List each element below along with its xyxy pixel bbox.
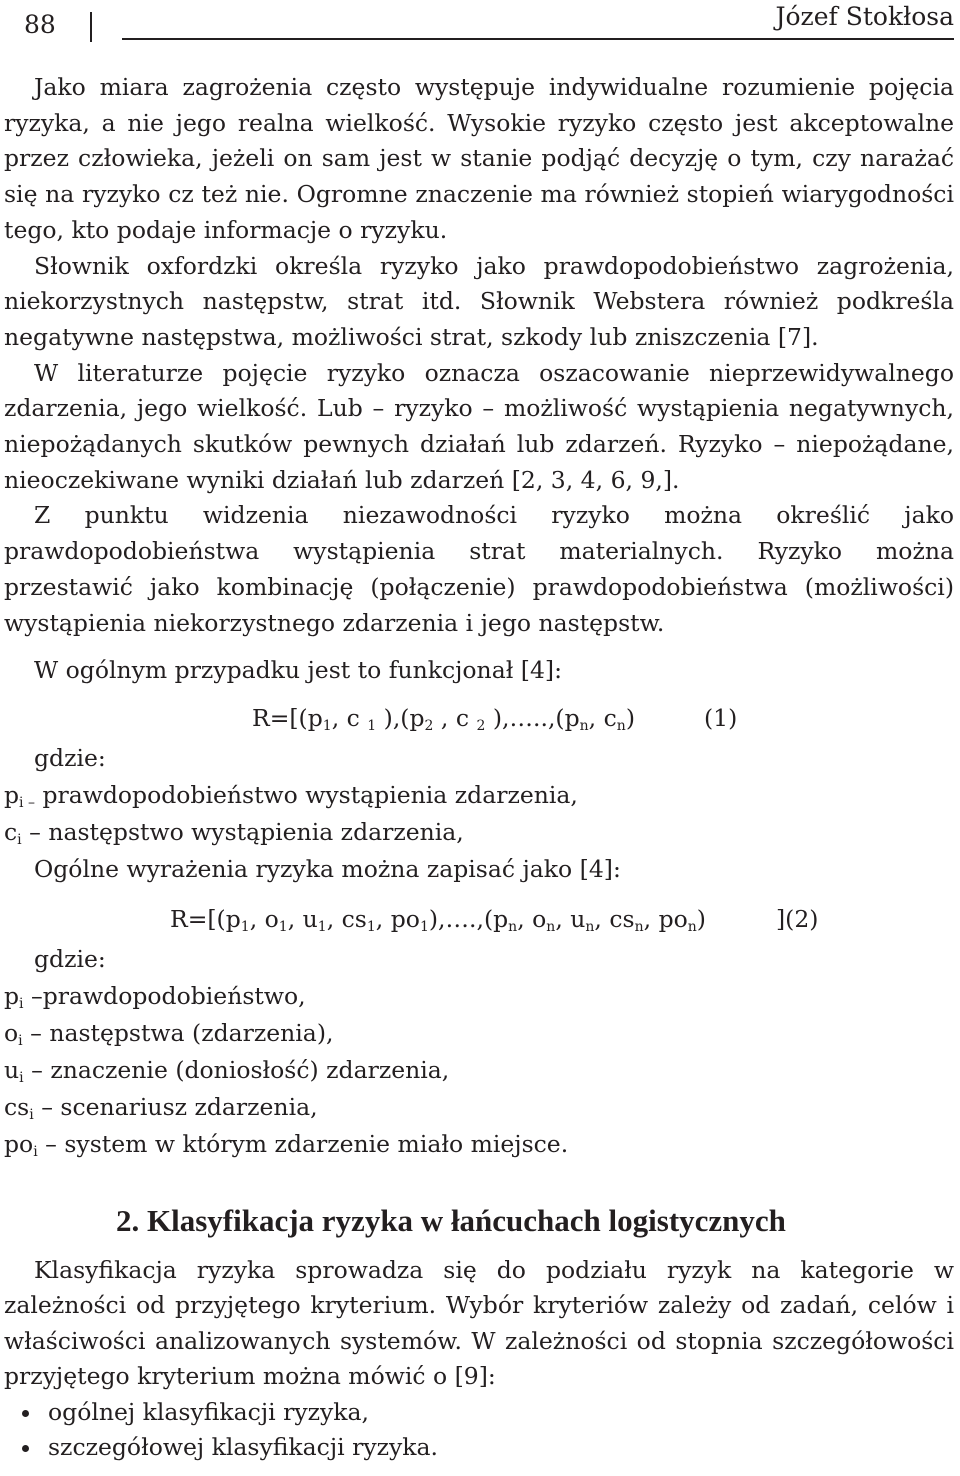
- paragraph: W literaturze pojęcie ryzyko oznacza oszacowanie nieprzewidywalnego zdarzenia, jego wielkość. Lub – ryzyko – możliwość wystąpienia negatywnych, niepożądanych skutków pewnych działań lub zdarzeń. Ryzyko – niepożądane, nieoczekiwane wyniki działań lub zdarzeń [2, 3, 4, 6, 9,].: [4, 358, 954, 494]
- running-head-author: Józef Stokłosa: [775, 2, 954, 31]
- definition-item: $cs_i$ – scenariusz zdarzenia,: [4, 1092, 318, 1123]
- paragraph: Słownik oxfordzki określa ryzyko jako prawdopodobieństwo zagrożenia, niekorzystnych następstw, strat itd. Słownik Webstera również podkreśla negatywne następstwa, możliwości strat, szkody lub zniszczenia [7].: [4, 251, 954, 351]
- formula-2-intro: Ogólne wyrażenia ryzyka można zapisać jako [4]:: [34, 854, 621, 883]
- definition-item: $o_i$ – następstwa (zdarzenia),: [4, 1018, 334, 1049]
- definition-item: $po_i$ – system w którym zdarzenie miało miejsce.: [4, 1129, 569, 1160]
- formula-1: [4, 697, 954, 739]
- definition-item: $c_i$ – następstwo wystąpienia zdarzenia,: [4, 817, 464, 848]
- paragraph: Z punktu widzenia niezawodności ryzyko można określić jako prawdopodobieństwa wystąpienia strat materialnych. Ryzyko można przestawić jako kombinację (połączenie) prawdopodobieństwa (możliwości) wystąpienia niekorzystnego zdarzenia i jego następstw.: [4, 501, 954, 637]
- header-divider: [90, 12, 92, 42]
- formula-1-expression: $R=[(p_1$, c $_1$ )$,(p_2$ , c $_2$ )$,\dots..,(p_n$, $c_n$): [252, 703, 635, 734]
- section-heading: 2. Klasyfikacja ryzyka w łańcuchach logistycznych: [116, 1202, 786, 1238]
- definition-item: $p_i$ –prawdopodobieństwo,: [4, 981, 306, 1012]
- bullet-list: [4, 1395, 954, 1466]
- formula-1-intro: W ogólnym przypadku jest to funkcjonał [4]:: [34, 656, 562, 685]
- bullet-item: szczegółowej klasyfikacji ryzyka.: [4, 1430, 954, 1466]
- formula-1-definitions: [4, 777, 954, 888]
- paragraph: Klasyfikacja ryzyka sprowadza się do podziału ryzyk na kategorie w zależności od przyjętego kryterium. Wybór kryteriów zależy od zadań, celów i właściwości analizowanych systemów. W zależności od stopnia szczegółowości przyjętego kryterium można mówić o [9]:: [4, 1255, 954, 1391]
- bullet-item: ogólnej klasyfikacji ryzyka,: [4, 1395, 954, 1431]
- where-label: gdzie:: [34, 743, 106, 772]
- header-rule: [122, 38, 954, 40]
- formula-2: [4, 898, 954, 940]
- formula-1-number: (1): [704, 703, 738, 732]
- paragraph: Jako miara zagrożenia często występuje indywidualne rozumienie pojęcia ryzyka, a nie jego realna wielkość. Wysokie ryzyko często jest akceptowalne przez człowieka, jeżeli on sam jest w stanie podjąć decyzję o tym, czy narażać się na ryzyko cz też nie. Ogromne znaczenie ma również stopień wiarygodności tego, kto podaje informacje o ryzyku.: [4, 73, 954, 244]
- where-label: gdzie:: [34, 944, 106, 973]
- definition-item: $u_i$ – znaczenie (doniosłość) zdarzenia,: [4, 1055, 450, 1086]
- page-number: 88: [24, 10, 56, 39]
- formula-2-number: ](2): [776, 904, 819, 933]
- page-body: [4, 70, 954, 1466]
- definition-item: $p_{i -}$ prawdopodobieństwo wystąpienia zdarzenia,: [4, 780, 578, 811]
- formula-2-expression: $R=[(p_1$, $o_1$, $u_1$, $cs_1$, $po_1),\dots.,(p_n$, $o_n$, $u_n$, $cs_n$, $po_n$): [170, 904, 706, 935]
- page-header: [0, 0, 960, 48]
- formula-2-definitions: [4, 978, 954, 1163]
